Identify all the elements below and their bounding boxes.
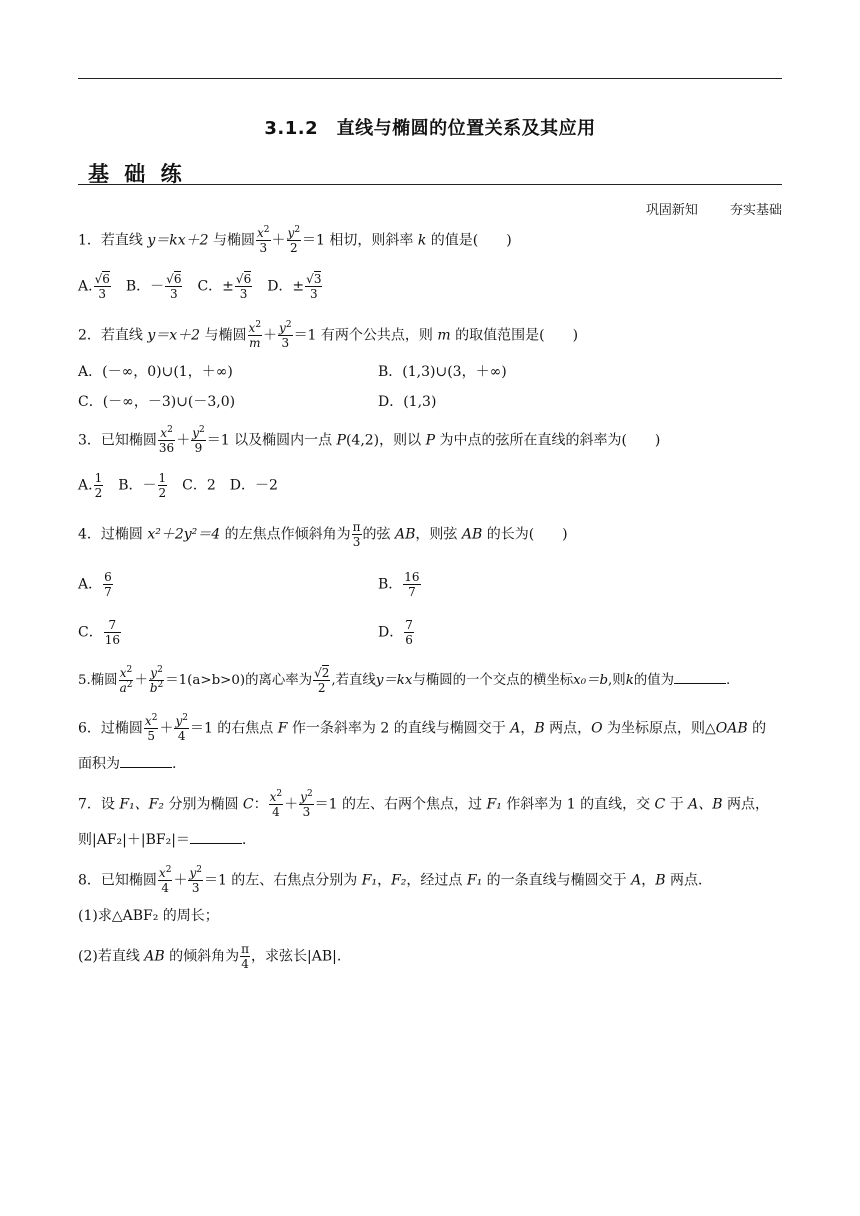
tag-foundation: 夯实基础: [729, 203, 782, 218]
question-4: 4．过椭圆 x²＋2y²＝4 的左焦点作倾斜角为 $\frac{\pi}{3}$ 的弦 AB，则弦 AB 的长为( ): [78, 520, 568, 549]
question-4-option-b: B． $\frac{16}{7}$: [378, 570, 420, 599]
question-2-option-b: B．(1,3)∪(3，＋∞): [378, 364, 507, 380]
question-2-option-d: D．(1,3): [378, 394, 437, 410]
question-7-line-2: 则|AF₂|＋|BF₂|＝ .: [78, 832, 247, 848]
answer-blank[interactable]: [190, 831, 242, 844]
question-8-part-2: (2)若直线 AB 的倾斜角为 $\frac{\pi}{4}$ ，求弦长|AB|.: [78, 942, 342, 971]
section-rule: [78, 184, 782, 185]
tag-consolidate: 巩固新知: [645, 203, 698, 218]
question-4-option-d: D． $\frac{7}{6}$: [378, 618, 413, 647]
question-4-option-a: A． $\frac{6}{7}$: [78, 570, 112, 599]
question-3-options: A. $\frac{1}{2}$ B．－ $\frac{1}{2}$ C．2 D．－2: [78, 471, 278, 500]
question-1-options: A. $\frac{√6}{3}$ B．－ $\frac{√6}{3}$ C．± $\frac{√6}{3}$ D．± $\frac{√3}{3}$: [78, 272, 322, 301]
question-2: 2．若直线 y＝x＋2 与椭圆 $\frac{x^2}{m}$ ＋ $\frac{y^2}{3}$ ＝1 有两个公共点，则 m 的取值范围是( ): [78, 320, 579, 350]
answer-blank[interactable]: [120, 755, 172, 768]
question-7: 7．设 F₁、F₂ 分别为椭圆 C： $\frac{x^2}{4}$ ＋ $\frac{y^2}{3}$ ＝1 的左、右两个焦点，过 F₁ 作斜率为 1 的直线，交 C 于 A、B 两点，: [78, 789, 770, 819]
question-2-option-a: A．(－∞，0)∪(1，＋∞): [78, 364, 233, 380]
question-6: 6．过椭圆 $\frac{x^2}{5}$ ＋ $\frac{y^2}{4}$ ＝1 的右焦点 F 作一条斜率为 2 的直线与椭圆交于 A，B 两点，O 为坐标原点，则△OAB 的: [78, 713, 767, 743]
question-3: 3．已知椭圆 $\frac{x^2}{36}$ ＋ $\frac{y^2}{9}$ ＝1 以及椭圆内一点 P(4,2)，则以 P 为中点的弦所在直线的斜率为( ): [78, 425, 661, 455]
question-5: 5.椭圆 $\frac{x^2}{a^2}$ ＋ $\frac{y^2}{b^2}$ ＝1(a>b>0)的离心率为 $\frac{√2}{2}$ ,若直线y＝kx与椭圆的一个交点的横坐标x₀＝b,则k的值为 .: [78, 665, 731, 695]
question-1: 1．若直线 y＝kx＋2 与椭圆 $\frac{x^2}{3}$ ＋ $\frac{y^2}{2}$ ＝1 相切，则斜率 k 的值是( ): [78, 225, 512, 255]
answer-blank[interactable]: [674, 671, 726, 684]
section-tags: [618, 199, 782, 218]
question-8-part-1: (1)求△ABF₂ 的周长；: [78, 908, 219, 924]
question-8: 8．已知椭圆 $\frac{x^2}{4}$ ＋ $\frac{y^2}{3}$ ＝1 的左、右焦点分别为 F₁，F₂，经过点 F₁ 的一条直线与椭圆交于 A，B 两点．: [78, 865, 712, 895]
top-rule: [78, 78, 782, 79]
question-4-option-c: C． $\frac{7}{16}$: [78, 618, 120, 647]
question-2-option-c: C．(－∞，－3)∪(－3,0): [78, 394, 236, 410]
section-heading: 基 础 练: [88, 162, 186, 186]
page-title: 3.1.2 直线与椭圆的位置关系及其应用: [264, 118, 596, 139]
question-6-line-2: 面积为 .: [78, 756, 177, 772]
